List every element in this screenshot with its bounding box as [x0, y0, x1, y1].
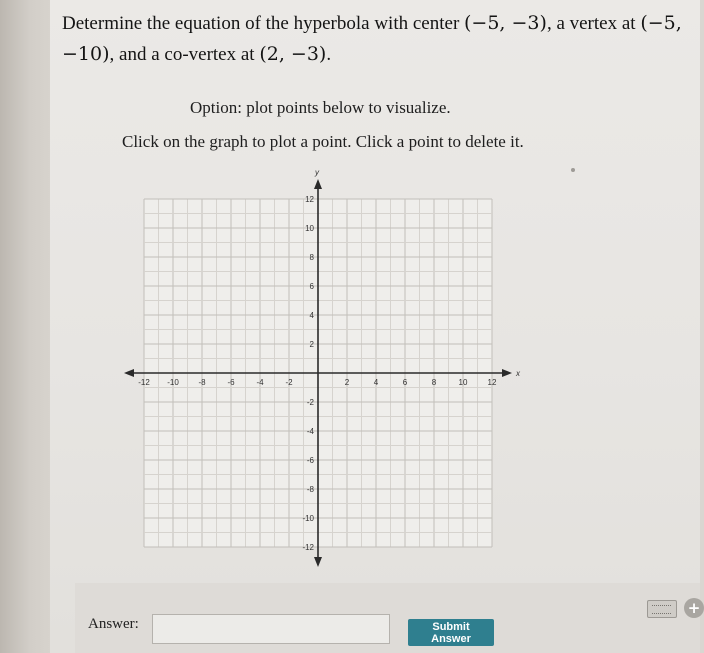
answer-input[interactable] — [152, 614, 390, 644]
x-axis-arrow-right-icon — [502, 369, 512, 377]
graph-svg[interactable] — [128, 165, 518, 565]
x-tick-label: -10 — [167, 378, 179, 387]
question-text — [62, 8, 692, 70]
answer-label: Answer: — [88, 616, 139, 632]
y-axis-label: y — [315, 168, 319, 177]
option-text: Option: plot points below to visualize. — [190, 98, 451, 117]
center-point: (−5, −3) — [464, 12, 547, 34]
x-tick-label: -6 — [227, 378, 235, 387]
y-tick-label: 4 — [309, 311, 314, 320]
y-tick-label: -2 — [306, 398, 314, 407]
x-tick-label: -12 — [138, 378, 150, 387]
x-tick-label: 12 — [487, 378, 497, 387]
keyboard-icon[interactable] — [647, 600, 677, 618]
y-tick-label: 8 — [309, 253, 314, 262]
question-part4: . — [326, 44, 332, 65]
instruction-text: Click on the graph to plot a point. Click a point to delete it. — [122, 132, 524, 151]
y-tick-label: -10 — [302, 514, 314, 523]
y-axis-arrow-up-icon — [314, 179, 322, 189]
question-part1: Determine the equation of the hyperbola with center — [62, 13, 465, 34]
keyboard-keys — [652, 605, 671, 614]
x-tick-label: -4 — [256, 378, 264, 387]
cursor-dot — [571, 168, 575, 172]
y-tick-label: 12 — [305, 195, 314, 204]
question-part3: , and a co-vertex at — [109, 44, 260, 65]
x-tick-label: -8 — [198, 378, 206, 387]
x-tick-label: -2 — [285, 378, 293, 387]
y-tick-label: -8 — [306, 485, 314, 494]
y-tick-label: -4 — [306, 427, 314, 436]
question-part2: , a vertex at — [546, 13, 641, 34]
covertex-point: (2, −3) — [259, 43, 327, 65]
plus-circle-icon[interactable]: + — [684, 598, 704, 618]
x-tick-label: 10 — [458, 378, 468, 387]
x-tick-label: 8 — [431, 378, 437, 387]
submit-answer-button[interactable]: Submit Answer — [408, 619, 494, 646]
x-tick-label: 4 — [373, 378, 379, 387]
x-axis-label: x — [516, 369, 520, 378]
x-tick-label: 6 — [402, 378, 408, 387]
y-tick-label: 10 — [305, 224, 314, 233]
vertex-point: (−5, −10) — [62, 12, 682, 65]
left-margin-strip — [0, 0, 50, 653]
x-tick-label: 2 — [344, 378, 350, 387]
coordinate-graph[interactable] — [128, 165, 518, 565]
y-tick-label: 2 — [309, 340, 314, 349]
y-tick-label: 6 — [309, 282, 314, 291]
y-tick-label: -6 — [306, 456, 314, 465]
y-tick-label: -12 — [302, 543, 314, 552]
